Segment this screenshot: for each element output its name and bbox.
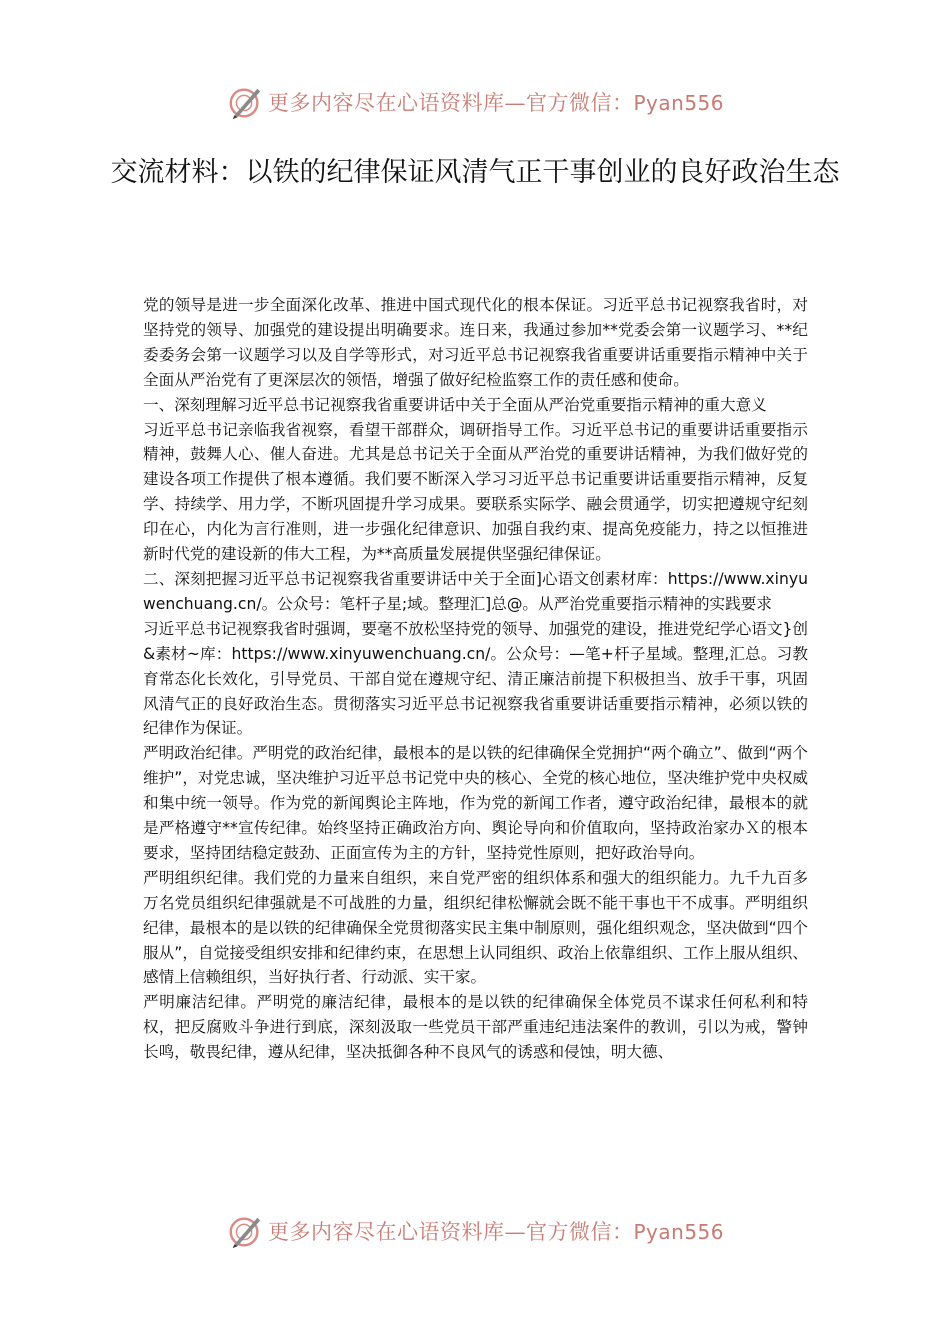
banner-text (268, 1216, 724, 1246)
paragraph-section-1: 习近平总书记亲临我省视察，看望干部群众，调研指导工作。习近平总书记的重要讲话重要指示精神，鼓舞人心、催人奋进。尤其是总书记关于全面从严治党的重要讲话精神，为我们做好党的建设各项工作提供了根本遵循。我们要不断深入学习习近平总书记重要讲话重要指示精神，反复学、持续学、用力学，不断巩固提升学习成果。要联系实际学、融会贯通学，切实把遵规守纪刻印在心，内化为言行准则，进一步强化纪律意识、加强自我约束、提高免疫能力，持之以恒推进新时代党的建设新的伟大工程，为**高质量发展提供坚强纪律保证。 (143, 420, 808, 564)
paragraph-intro: 党的领导是进一步全面深化改革、推进中国式现代化的根本保证。习近平总书记视察我省时，对坚持党的领导、加强党的建设提出明确要求。连日来，我通过参加**党委会第一议题学习、**纪委委务会第一议题学习以及自学等形式，对习近平总书记视察我省重要讲话重要指示精神中关于全面从严治党有了更深层次的领悟，增强了做好纪检监察工作的责任感和使命。 (143, 296, 808, 389)
banner-contact: Pyan556 (633, 91, 724, 115)
section-heading-1: 一、深刻理解习近平总书记视察我省重要讲话中关于全面从严治党重要指示精神的重大意义 (143, 395, 767, 414)
paragraph-section-2: 习近平总书记视察我省时强调，要毫不放松坚持党的领导、加强党的建设，推进党纪学心语文}创&素材~库：https://www.xinyuwenchuang.cn/。公众号：—笔+杆子星域。整理,汇总。习教育常态化长效化，引导党员、干部自觉在遵规守纪、清正廉洁前提下积极担当、放手干事，巩固风清气正的良好政治生态。贯彻落实习近平总书记视察我省重要讲话重要指示精神，必须以铁的纪律作为保证。 (143, 619, 808, 738)
banner-label: 更多内容尽在心语资料库—官方微信： (267, 1220, 634, 1244)
paragraph-political-discipline: 严明政治纪律。严明党的政治纪律，最根本的是以铁的纪律确保全党拥护“两个确立”、做到“两个维护”，对党忠诚，坚决维护习近平总书记党中央的核心、全党的核心地位，坚决维护党中央权威和集中统一领导。作为党的新闻舆论主阵地，作为党的新闻工作者，遵守政治纪律，最根本的就是严格遵守**宣传纪律。始终坚持正确政治方向、舆论导向和价值取向，坚持政治家办Ｘ的根本要求，坚持团结稳定鼓劲、正面宣传为主的方针，坚持党性原则，把好政治导向。 (143, 744, 808, 862)
paragraph-integrity-discipline: 严明廉洁纪律。严明党的廉洁纪律，最根本的是以铁的纪律确保全体党员不谋求任何私利和特权，把反腐败斗争进行到底，深刻汲取一些党员干部严重违纪违法案件的教训，引以为戒，警钟长鸣，敬畏纪律，遵从纪律，坚决抵御各种不良风气的诱惑和侵蚀，明大德、 (143, 993, 808, 1062)
section-heading-2: 二、深刻把握习近平总书记视察我省重要讲话中关于全面]心语文创素材库：https://www.xinyuwenchuang.cn/。公众号：笔杆子星;域。整理汇]总@。从严治党重要指示精神的实践要求 (143, 569, 808, 613)
header-banner (0, 82, 950, 122)
pen-logo-icon (226, 83, 264, 121)
banner-label: 更多内容尽在心语资料库—官方微信： (267, 91, 634, 115)
banner-contact: Pyan556 (633, 1220, 724, 1244)
pen-logo-icon (226, 1212, 264, 1250)
paragraph-organizational-discipline: 严明组织纪律。我们党的力量来自组织，来自党严密的组织体系和强大的组织能力。九千九百多万名党员组织纪律强就是不可战胜的力量，组织纪律松懈就会既不能干事也干不成事。严明组织纪律，最根本的是以铁的纪律确保全党贯彻落实民主集中制原则，强化组织观念，坚决做到“四个服从”，自觉接受组织安排和纪律约束，在思想上认同组织、政治上依靠组织、工作上服从组织、感情上信赖组织，当好执行者、行动派、实干家。 (143, 868, 808, 987)
footer-banner (0, 1211, 950, 1251)
document-title: 交流材料：以铁的纪律保证风清气正干事创业的良好政治生态 (110, 157, 840, 188)
document-body (143, 293, 808, 1065)
banner-text (268, 87, 724, 117)
